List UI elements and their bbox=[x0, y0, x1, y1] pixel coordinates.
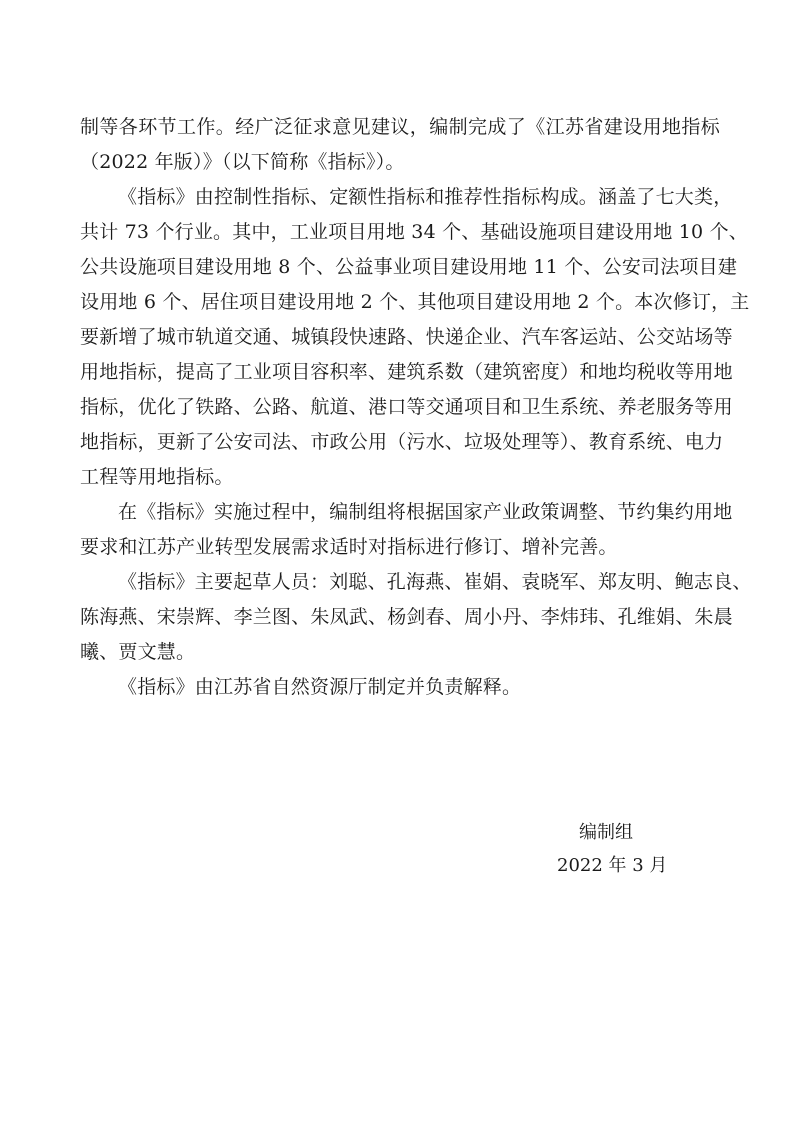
text-line: 《指标》由控制性指标、定额性指标和推荐性指标构成。涵盖了七大类， bbox=[118, 186, 733, 208]
text-line: 在《指标》实施过程中，编制组将根据国家产业政策调整、节约集约用地 bbox=[118, 501, 733, 523]
signature-date: 2022 年 3 月 bbox=[557, 855, 668, 876]
text-line: （2022 年版）》（以下简称《指标》）。 bbox=[80, 151, 405, 173]
paragraph-drafters bbox=[80, 565, 752, 670]
text-line: 曦、贾文慧。 bbox=[80, 641, 196, 663]
text-line: 《指标》主要起草人员：刘聪、孔海燕、崔娟、袁晓军、郑友明、鲍志良、 bbox=[118, 571, 752, 593]
text-line: 地指标，更新了公安司法、市政公用（污水、垃圾处理等）、教育系统、电力 bbox=[80, 431, 724, 453]
document-body bbox=[80, 110, 752, 705]
paragraph-implementation bbox=[80, 495, 733, 565]
text-line: 制等各环节工作。经广泛征求意见建议，编制完成了《江苏省建设用地指标 bbox=[80, 116, 720, 138]
text-line: 公共设施项目建设用地 8 个、公益事业项目建设用地 11 个、公安司法项目建 bbox=[80, 256, 738, 278]
paragraph-composition bbox=[80, 180, 750, 495]
text-line: 共计 73 个行业。其中，工业项目用地 34 个、基础设施项目建设用地 10 个、 bbox=[80, 221, 748, 243]
text-line: 工程等用地指标。 bbox=[80, 466, 234, 488]
text-line: 指标，优化了铁路、公路、航道、港口等交通项目和卫生系统、养老服务等用 bbox=[80, 396, 733, 418]
paragraph-intro-continuation bbox=[80, 110, 720, 180]
text-line: 用地指标，提高了工业项目容积率、建筑系数（建筑密度）和地均税收等用地 bbox=[80, 361, 733, 383]
paragraph-interpretation bbox=[80, 670, 720, 705]
text-line: 设用地 6 个、居住项目建设用地 2 个、其他项目建设用地 2 个。本次修订，主 bbox=[80, 291, 750, 313]
text-line: 要求和江苏产业转型发展需求适时对指标进行修订、增补完善。 bbox=[80, 536, 618, 558]
text-line: 要新增了城市轨道交通、城镇段快速路、快递企业、汽车客运站、公交站场等 bbox=[80, 326, 733, 348]
signature-org: 编制组 bbox=[579, 822, 633, 843]
text-line: 陈海燕、宋崇辉、李兰图、朱凤武、杨剑春、周小丹、李炜玮、孔维娟、朱晨 bbox=[80, 606, 733, 628]
text-line: 《指标》由江苏省自然资源厅制定并负责解释。 bbox=[118, 676, 522, 698]
